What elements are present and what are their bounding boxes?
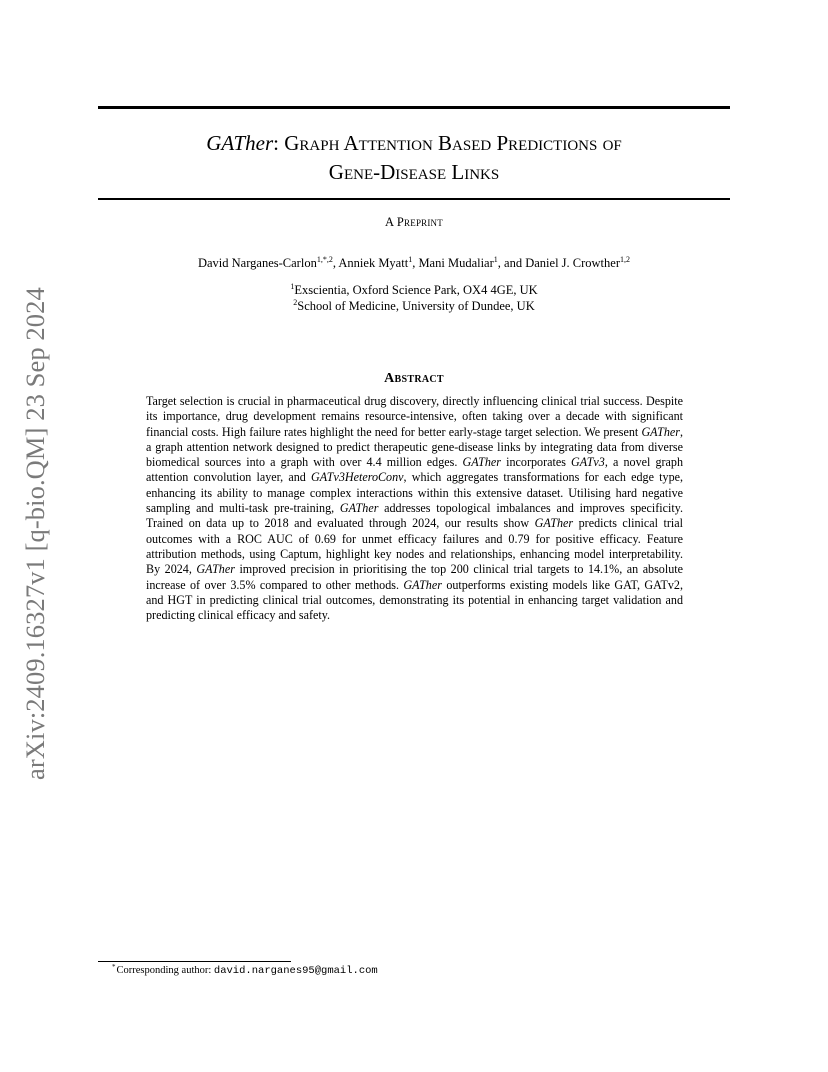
abstract-emphasis: GATher <box>534 516 574 531</box>
author-affiliation-marks: 1,2 <box>620 255 630 264</box>
abstract-text: predicts clinical trial outcomes with a ROC AUC of 0.69 for unmet efficacy failures and 0.79 for positive efficacy. Feature attribution methods, using Captum, highlight key nodes and relationships, enhancing model interpretability. By 2024, <box>146 516 684 577</box>
abstract-emphasis: GATher <box>196 562 235 577</box>
paper-title <box>98 129 730 187</box>
title-line-1: : Graph Attention Based Predictions of <box>273 131 622 155</box>
abstract-text: Target selection is crucial in pharmaceutical drug discovery, directly influencing clinical trial success. Despite its importance, drug development remains resource-intensive, often taking over a decade with significant financial costs. High failure rates highlight the need for better early-stage target selection. We present <box>146 394 683 439</box>
title-rule-bottom <box>98 198 730 200</box>
title-line-2: Gene-Disease Links <box>328 160 500 184</box>
abstract-text: addresses topological imbalances and improves specificity. Trained on data up to 2018 and evaluated through 2024, our results show <box>146 501 683 531</box>
abstract-text: incorporates <box>501 455 572 470</box>
author-name: Mani Mudaliar <box>418 256 494 270</box>
abstract-emphasis: GATv3 <box>571 455 605 470</box>
abstract-emphasis: GATv3HeteroConv <box>311 470 404 485</box>
abstract-body <box>146 394 683 623</box>
author-name: Daniel J. Crowther <box>525 256 620 270</box>
arxiv-identifier-stamp <box>15 265 55 780</box>
abstract-text: outperforms existing models like GAT, GATv2, and HGT in predicting clinical trial outcomes, demonstrating its potential in enhancing target validation and predicting clinical efficacy and safety. <box>146 577 683 623</box>
author-affiliation-marks: 1,*,2 <box>316 255 333 264</box>
affiliation-mark: 2 <box>293 297 298 307</box>
preprint-label: A Preprint <box>385 215 443 229</box>
affiliation-line <box>98 299 730 315</box>
abstract-emphasis: GATher <box>403 577 442 592</box>
affiliation-list <box>98 283 730 314</box>
author-name: Anniek Myatt <box>338 256 409 270</box>
abstract-text: , a graph attention network designed to predict therapeutic gene-disease links by integrating data from diverse biomedical sources into a graph with over 4.4 million edges. <box>146 424 683 470</box>
title-model-name: GATher <box>206 131 274 155</box>
author-affiliation-marks: 1 <box>493 255 498 264</box>
affiliation-mark: 1 <box>290 282 295 291</box>
corresponding-author-email[interactable]: david.narganes95@gmail.com <box>213 965 378 977</box>
abstract-heading: Abstract <box>384 371 444 386</box>
abstract-text: , which aggregates transformations for each edge type, enhancing its ability to manage complex interactions within this extensive dataset. Utilising hard negative sampling and multi-task pre-training, <box>146 470 684 516</box>
author-list <box>98 255 730 271</box>
corresponding-author-footnote <box>112 964 378 978</box>
arxiv-identifier: arXiv:2409.16327v1 [q-bio.QM] 23 Sep 2024 <box>20 287 50 780</box>
footnote-label: Corresponding author: <box>116 965 214 976</box>
footnote-rule <box>98 961 291 962</box>
author-separator: , and <box>497 256 526 270</box>
abstract-emphasis: GATher <box>641 424 680 439</box>
author-separator: , <box>412 256 419 270</box>
abstract-emphasis: GATher <box>462 455 502 470</box>
title-rule-top <box>98 106 730 109</box>
abstract-emphasis: GATher <box>339 501 379 516</box>
affiliation-text: School of Medicine, University of Dundee, UK <box>297 298 535 313</box>
author-affiliation-marks: 1 <box>408 255 413 264</box>
abstract-text: improved precision in prioritising the top 200 clinical trial targets to 14.1%, an absolute increase of over 3.5% compared to other methods. <box>146 562 683 592</box>
footnote-mark: * <box>112 963 116 971</box>
affiliation-line <box>98 283 730 299</box>
affiliation-text: Exscientia, Oxford Science Park, OX4 4GE, UK <box>294 283 538 297</box>
author-separator: , <box>332 256 339 270</box>
abstract-text: , a novel graph attention convolution layer, and <box>146 455 684 485</box>
author-name: David Narganes-Carlon <box>197 256 317 270</box>
